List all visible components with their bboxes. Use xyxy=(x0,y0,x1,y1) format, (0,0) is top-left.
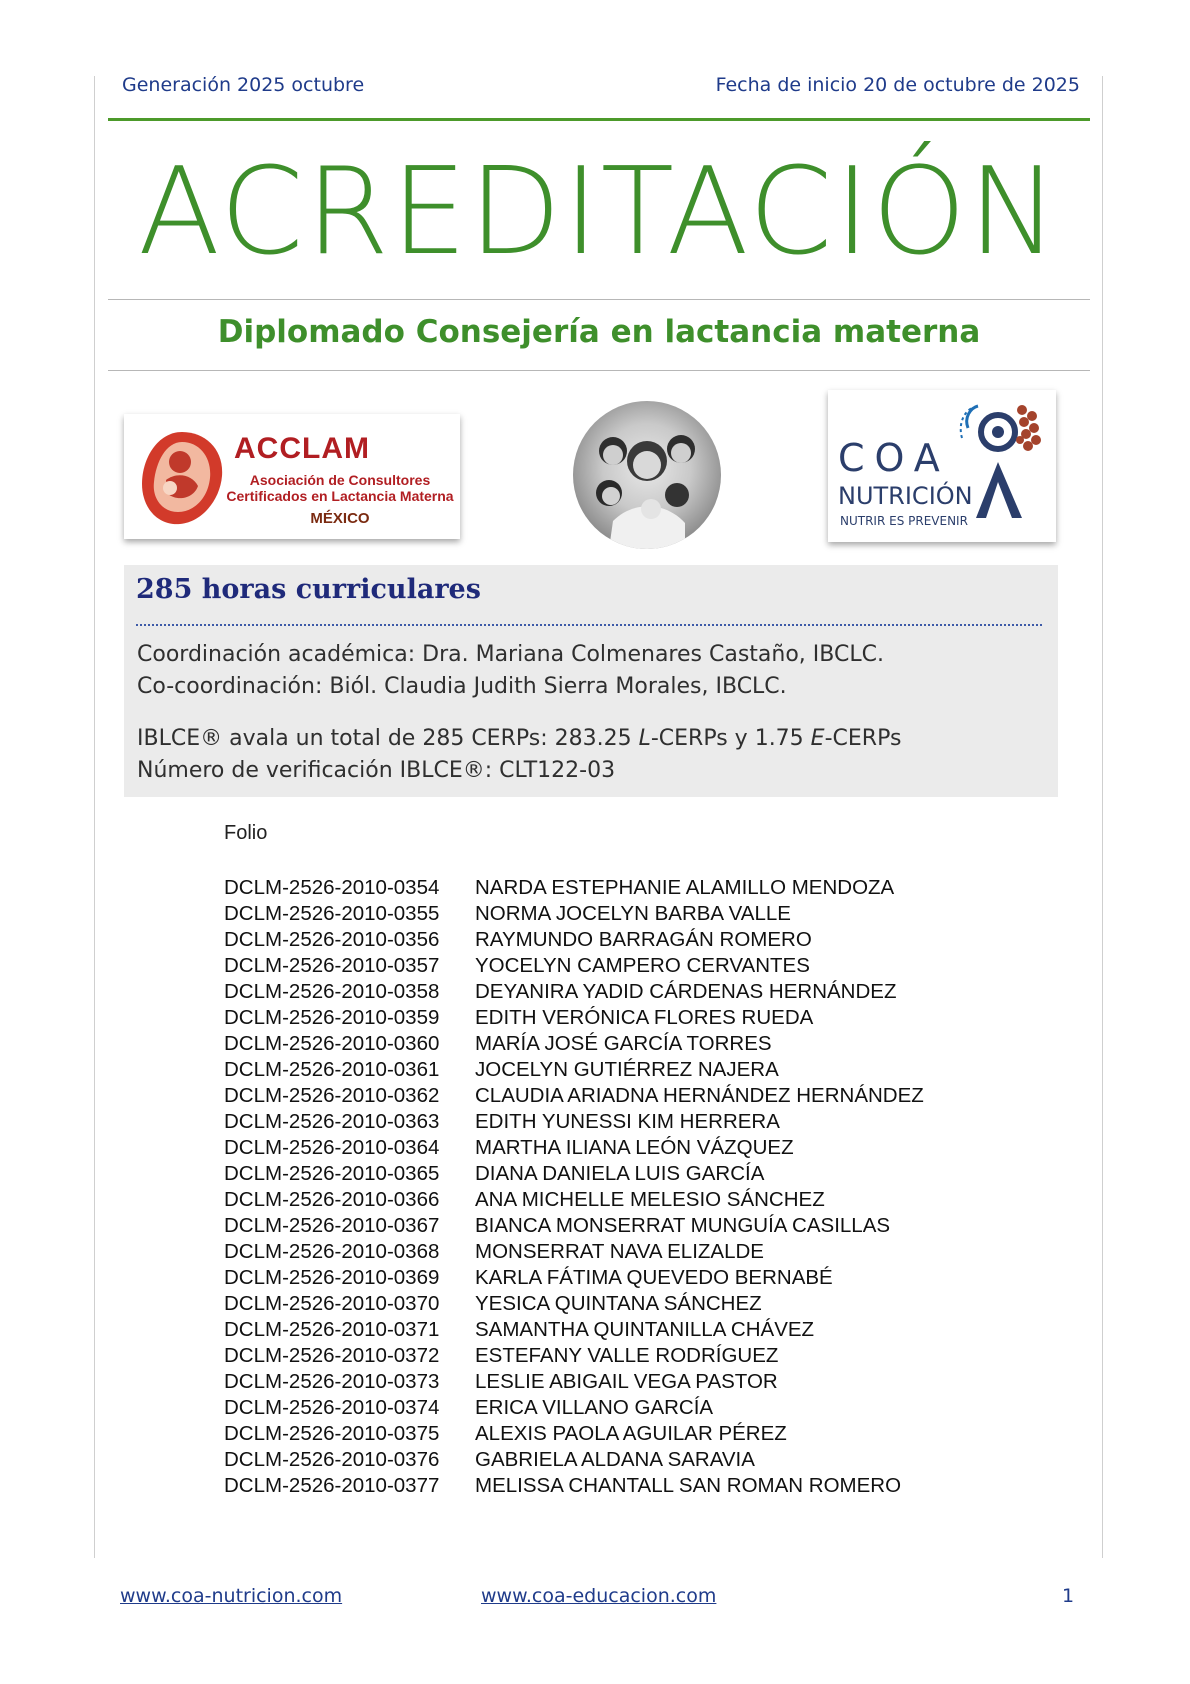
page-title: ACREDITACIÓN xyxy=(137,143,1061,282)
coa-tagline: NUTRIR ES PREVENIR xyxy=(840,514,968,528)
roster-row xyxy=(224,1005,924,1031)
roster-name: ERICA VILLANO GARCÍA xyxy=(475,1396,714,1419)
roster-name: YESICA QUINTANA SÁNCHEZ xyxy=(475,1292,762,1315)
roster-row xyxy=(224,1031,924,1057)
roster-name: MONSERRAT NAVA ELIZALDE xyxy=(475,1240,764,1263)
roster-folio: DCLM-2526-2010-0366 xyxy=(224,1188,440,1211)
roster-row xyxy=(224,901,924,927)
roster-folio: DCLM-2526-2010-0367 xyxy=(224,1214,440,1237)
roster-row xyxy=(224,1213,924,1239)
roster-name: DEYANIRA YADID CÁRDENAS HERNÁNDEZ xyxy=(475,980,897,1003)
roster-row xyxy=(224,1421,924,1447)
roster-name: ALEXIS PAOLA AGUILAR PÉREZ xyxy=(475,1422,787,1445)
footer-link-nutricion[interactable] xyxy=(120,1585,342,1607)
roster-name: YOCELYN CAMPERO CERVANTES xyxy=(475,954,810,977)
roster-name: EDITH VERÓNICA FLORES RUEDA xyxy=(475,1006,814,1029)
acclam-line-2: Certificados en Lactancia Materna xyxy=(226,488,454,504)
roster-name: CLAUDIA ARIADNA HERNÁNDEZ HERNÁNDEZ xyxy=(475,1084,924,1107)
page-border-left xyxy=(94,76,95,1558)
header-divider xyxy=(108,118,1090,121)
roster-row xyxy=(224,1291,924,1317)
course-subtitle: Diplomado Consejería en lactancia materna xyxy=(217,314,981,350)
roster-name: EDITH YUNESSI KIM HERRERA xyxy=(475,1110,780,1133)
roster-folio: DCLM-2526-2010-0371 xyxy=(224,1318,440,1341)
roster-name: KARLA FÁTIMA QUEVEDO BERNABÉ xyxy=(475,1266,833,1289)
roster-name: MARTHA ILIANA LEÓN VÁZQUEZ xyxy=(475,1136,794,1159)
roster-name: NORMA JOCELYN BARBA VALLE xyxy=(475,902,791,925)
roster-folio: DCLM-2526-2010-0369 xyxy=(224,1266,440,1289)
cerps-mid: -CERPs y 1.75 xyxy=(650,726,811,751)
acclam-line-1: Asociación de Consultores xyxy=(249,472,431,488)
roster-row xyxy=(224,1369,924,1395)
roster-row xyxy=(224,1447,924,1473)
roster-name: NARDA ESTEPHANIE ALAMILLO MENDOZA xyxy=(475,876,895,899)
roster-name: ESTEFANY VALLE RODRÍGUEZ xyxy=(475,1344,779,1367)
roster-name: RAYMUNDO BARRAGÁN ROMERO xyxy=(475,928,812,951)
roster-folio: DCLM-2526-2010-0365 xyxy=(224,1162,440,1185)
roster-name: JOCELYN GUTIÉRREZ NAJERA xyxy=(475,1058,779,1081)
acclam-logo xyxy=(124,414,460,539)
roster-row xyxy=(224,1343,924,1369)
family-photo xyxy=(573,401,721,549)
roster-name: SAMANTHA QUINTANILLA CHÁVEZ xyxy=(475,1318,815,1341)
folio-label: Folio xyxy=(224,822,268,844)
cerps-suffix: -CERPs xyxy=(824,726,902,751)
page-number: 1 xyxy=(1062,1585,1075,1607)
coa-nutricion-link[interactable]: www.coa-nutricion.com xyxy=(120,1585,343,1607)
roster-folio: DCLM-2526-2010-0357 xyxy=(224,954,440,977)
roster-name: BIANCA MONSERRAT MUNGUÍA CASILLAS xyxy=(475,1214,891,1237)
cerps-e: E xyxy=(810,726,825,751)
roster-row xyxy=(224,979,924,1005)
curricular-hours: 285 horas curriculares xyxy=(136,574,481,605)
roster-row xyxy=(224,1265,924,1291)
roster-name: LESLIE ABIGAIL VEGA PASTOR xyxy=(475,1370,778,1393)
roster-row xyxy=(224,1135,924,1161)
roster-folio: DCLM-2526-2010-0376 xyxy=(224,1448,440,1471)
roster-row xyxy=(224,1109,924,1135)
roster-folio: DCLM-2526-2010-0355 xyxy=(224,902,440,925)
coa-nutricion-word: NUTRICIÓN xyxy=(838,482,973,510)
acclam-country: MÉXICO xyxy=(310,510,370,527)
participant-roster xyxy=(224,875,924,1499)
roster-name: ANA MICHELLE MELESIO SÁNCHEZ xyxy=(475,1188,825,1211)
roster-row xyxy=(224,1161,924,1187)
acclam-emblem-icon xyxy=(136,428,228,528)
co-coordination: Co-coordinación: Biól. Claudia Judith Sierra Morales, IBCLC. xyxy=(137,674,787,699)
title-divider xyxy=(108,299,1090,300)
roster-row xyxy=(224,875,924,901)
iblce-verification-number: Número de verificación IBLCE®: CLT122-03 xyxy=(137,758,616,783)
roster-folio: DCLM-2526-2010-0363 xyxy=(224,1110,440,1133)
roster-folio: DCLM-2526-2010-0377 xyxy=(224,1474,440,1497)
roster-folio: DCLM-2526-2010-0362 xyxy=(224,1084,440,1107)
roster-folio: DCLM-2526-2010-0375 xyxy=(224,1422,440,1445)
roster-folio: DCLM-2526-2010-0372 xyxy=(224,1344,440,1367)
roster-folio: DCLM-2526-2010-0358 xyxy=(224,980,440,1003)
roster-row xyxy=(224,1395,924,1421)
subtitle-divider xyxy=(108,370,1090,371)
roster-folio: DCLM-2526-2010-0361 xyxy=(224,1058,440,1081)
roster-folio: DCLM-2526-2010-0359 xyxy=(224,1006,440,1029)
roster-folio: DCLM-2526-2010-0364 xyxy=(224,1136,440,1159)
roster-row xyxy=(224,1057,924,1083)
acclam-name: ACCLAM xyxy=(234,432,370,465)
roster-folio: DCLM-2526-2010-0373 xyxy=(224,1370,440,1393)
roster-row xyxy=(224,1317,924,1343)
family-photo-image xyxy=(573,401,721,549)
roster-name: DIANA DANIELA LUIS GARCÍA xyxy=(475,1162,765,1185)
roster-row xyxy=(224,1239,924,1265)
info-dotted-divider xyxy=(136,624,1042,626)
roster-folio: DCLM-2526-2010-0356 xyxy=(224,928,440,951)
acclam-description xyxy=(220,472,460,504)
header-generation: Generación 2025 octubre xyxy=(122,74,365,96)
footer-link-educacion[interactable] xyxy=(481,1585,716,1607)
roster-folio: DCLM-2526-2010-0354 xyxy=(224,876,440,899)
iblce-cerps xyxy=(137,726,901,751)
roster-folio: DCLM-2526-2010-0374 xyxy=(224,1396,440,1419)
coa-nutricion-logo xyxy=(828,390,1056,542)
roster-name: MARÍA JOSÉ GARCÍA TORRES xyxy=(475,1032,772,1055)
roster-name: MELISSA CHANTALL SAN ROMAN ROMERO xyxy=(475,1474,902,1497)
roster-row xyxy=(224,1083,924,1109)
cerps-prefix: IBLCE® avala un total de 285 CERPs: 283.25 xyxy=(137,726,639,751)
header-start-date: Fecha de inicio 20 de octubre de 2025 xyxy=(715,74,1080,96)
cerps-l: L xyxy=(638,726,651,751)
roster-row xyxy=(224,1473,924,1499)
roster-folio: DCLM-2526-2010-0360 xyxy=(224,1032,440,1055)
roster-name: GABRIELA ALDANA SARAVIA xyxy=(475,1448,755,1471)
coa-word: COA xyxy=(838,436,950,480)
roster-folio: DCLM-2526-2010-0370 xyxy=(224,1292,440,1315)
roster-row xyxy=(224,953,924,979)
page-border-right xyxy=(1102,76,1103,1558)
coa-educacion-link[interactable]: www.coa-educacion.com xyxy=(481,1585,717,1607)
roster-row xyxy=(224,1187,924,1213)
roster-row xyxy=(224,927,924,953)
academic-coordination: Coordinación académica: Dra. Mariana Colmenares Castaño, IBCLC. xyxy=(137,642,884,667)
roster-folio: DCLM-2526-2010-0368 xyxy=(224,1240,440,1263)
